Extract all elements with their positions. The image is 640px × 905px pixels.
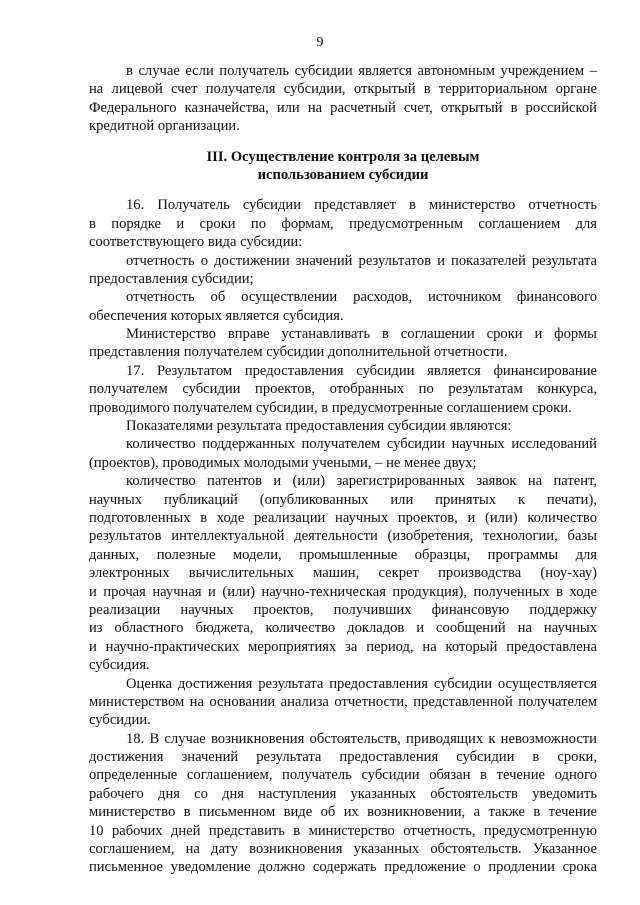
text-line: и прочая научная и (или) научно-техническая продукция), полученных в ходе (89, 583, 597, 600)
text-line: 10 рабочих дней представить в министерство отчетность, предусмотренную (89, 822, 597, 839)
text-line: соответствующего вида субсидии: (89, 234, 303, 251)
text-line: 17. Результатом предоставления субсидии является финансирование (126, 362, 597, 379)
text-line: Министерство вправе устанавливать в соглашении сроки и формы (126, 326, 597, 343)
text-line: количество патентов и (или) зарегистрированных заявок на патент, (126, 473, 597, 490)
text-line: получателем субсидии проектов, отобранных по результатам конкурса, (89, 381, 597, 398)
text-line: обеспечения которых является субсидия. (89, 307, 344, 324)
text-line: Федерального казначейства, или на расчетный счет, открытый в российской (89, 99, 597, 116)
text-line: данных, полезные модели, промышленные образцы, программы для (89, 546, 597, 563)
text-line: результатов интеллектуальной деятельности (изобретения, технологии, базы (89, 528, 597, 545)
text-line: подготовленных в ходе реализации научных проектов, и (или) количество (89, 509, 597, 526)
text-line: кредитной организации. (89, 118, 240, 135)
text-line: определенные соглашением, получатель субсидии обязан в течение одного (89, 767, 597, 784)
text-line: министерством на основании анализа отчетности, представленной получателем (89, 693, 597, 710)
text-line: достижения значений результата предоставления субсидии в сроки, (89, 749, 597, 766)
text-line: 16. Получатель субсидии представляет в министерство отчетность (126, 197, 597, 214)
text-line: субсидия. (89, 657, 150, 674)
section-heading: использованием субсидии (257, 166, 429, 183)
text-line: на лицевой счет получателя субсидии, открытый в территориальном органе (89, 81, 597, 98)
text-line: отчетность о достижении значений результатов и показателей результата (126, 252, 597, 269)
text-line: Показателями результата предоставления субсидии являются: (126, 418, 512, 435)
text-line: в случае если получатель субсидии является автономным учреждением – (126, 63, 597, 79)
text-line: (проектов), проводимых молодыми учеными, – не менее двух; (89, 454, 477, 471)
text-line: соглашением, на дату возникновения указанных обстоятельств. Указанное (89, 841, 597, 858)
text-line: и научно-практических мероприятиях за период, на который предоставлена (89, 638, 597, 655)
text-line: электронных вычислительных машин, секрет производства (ноу-хау) (89, 565, 597, 582)
page-number: 9 (316, 35, 324, 50)
text-line: рабочего дня со дня наступления указанных обстоятельств уведомить (89, 785, 597, 802)
text-line: научных публикаций (опубликованных или принятых к печати), (89, 491, 597, 508)
text-line: представления получателем субсидии дополнительной отчетности. (89, 344, 508, 361)
text-line: предоставления субсидии; (89, 270, 254, 287)
document-body (89, 62, 597, 877)
text-line: проводимого получателем субсидии, в предусмотренные соглашением сроки. (89, 399, 572, 416)
section-heading: III. Осуществление контроля за целевым (206, 148, 480, 165)
text-line: количество поддержанных получателем субсидии научных исследований (126, 436, 597, 453)
text-line: реализации научных проектов, получивших финансовую поддержку (89, 601, 597, 618)
text-line: Оценка достижения результата предоставления субсидии осуществляется (126, 675, 597, 692)
text-line: субсидии. (89, 712, 151, 729)
text-line: письменное уведомление должно содержать предложение о продлении срока (89, 859, 597, 876)
text-line: отчетность об осуществлении расходов, источником финансового (126, 289, 597, 306)
text-line: 18. В случае возникновения обстоятельств, приводящих к невозможности (126, 730, 597, 747)
text-line: министерство в письменном виде об их возникновении, а также в течение (89, 804, 597, 821)
text-line: из областного бюджета, количество докладов и сообщений на научных (89, 620, 597, 637)
text-line: в порядке и сроки по формам, предусмотренным соглашением для (89, 215, 597, 232)
